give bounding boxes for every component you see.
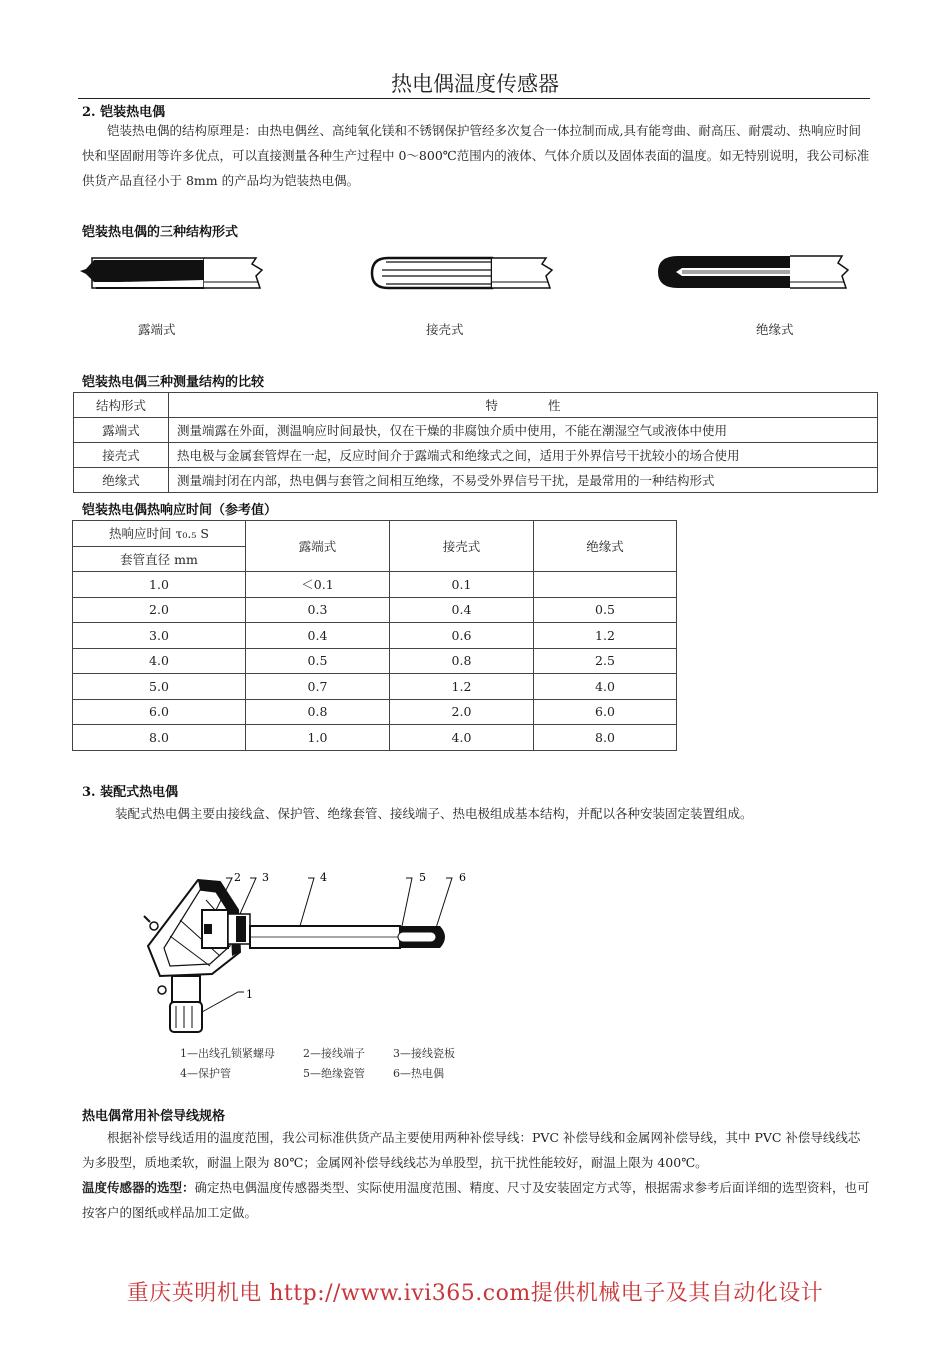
table-cell: 4.0 [534, 674, 677, 700]
table-cell: 0.1 [390, 572, 534, 598]
table-cell: 2.0 [390, 699, 534, 725]
table-cell: 2.5 [534, 648, 677, 674]
label-grounded: 接壳式 [426, 322, 464, 337]
section3-heading: 3. 装配式热电偶 [82, 785, 179, 800]
section2-heading: 2. 铠装热电偶 [82, 105, 166, 120]
compare-table [73, 392, 878, 493]
table-cell: 测量端露在外面，测温响应时间最快，仅在干燥的非腐蚀介质中使用，不能在潮湿空气或液体中使用 [169, 418, 878, 443]
table-cell: 4.0 [390, 725, 534, 751]
response-table [72, 520, 677, 751]
table-cell: 测量端封闭在内部，热电偶与套管之间相互绝缘，不易受外界信号干扰，是最常用的一种结构形式 [169, 468, 878, 493]
insulated-tip-drawing [656, 252, 852, 296]
table-header-cell: 特 性 [169, 393, 878, 418]
table-row [73, 623, 677, 649]
grounded-tip-drawing [368, 252, 558, 296]
callout-1: 1 [246, 988, 253, 1001]
table-cell: 接壳式 [74, 443, 169, 468]
corner-bottom-cell: 套管直径 mm [73, 546, 246, 572]
section2-paragraph: 铠装热电偶的结构原理是：由热电偶丝、高纯氧化镁和不锈钢保护管经多次复合一体拉制而成,具有能弯曲、耐高压、耐震动、热响应时间快和坚固耐用等许多优点，可以直接测量各种生产过程中 0～800℃范围内的液体、气体介质以及固体表面的温度。如无特别说明，我公司标准供货产品直径小于 8mm 的产品均为铠装热电偶。 [82, 123, 870, 188]
callout-4: 4 [320, 871, 327, 884]
table-row [74, 443, 878, 468]
page-title: 热电偶温度传感器 [391, 72, 559, 96]
table-row [73, 699, 677, 725]
table-cell: 6.0 [534, 699, 677, 725]
table-cell: 2.0 [73, 597, 246, 623]
table-cell: 0.7 [246, 674, 390, 700]
table-row [73, 521, 677, 547]
table-cell: 0.8 [246, 699, 390, 725]
table-cell: 5.0 [73, 674, 246, 700]
response-heading: 铠装热电偶热响应时间（参考值） [82, 503, 278, 518]
table-row [73, 674, 677, 700]
legend-item: 5—绝缘瓷管 [303, 1067, 365, 1080]
table-cell: 绝缘式 [74, 468, 169, 493]
section4-paragraph: 根据补偿导线适用的温度范围，我公司标准供货产品主要使用两种补偿导线：PVC 补偿导线和金属网补偿导线，其中 PVC 补偿导线线芯为多股型，质地柔软，耐温上限为 80℃；金属网补偿导线线芯为单股型，抗干扰性能较好，耐温上限为 400℃。 [82, 1130, 861, 1170]
selection-paragraph: 温度传感器的选型：确定热电偶温度传感器类型、实际使用温度范围、精度、尺寸及安装固定方式等，根据需求参考后面详细的选型资料，也可按客户的图纸或样品加工定做。 [82, 1180, 870, 1220]
table-cell: 0.5 [534, 597, 677, 623]
table-cell: 0.5 [246, 648, 390, 674]
table-header-cell: 绝缘式 [534, 521, 677, 572]
legend-item: 6—热电偶 [393, 1067, 444, 1080]
legend-item: 2—接线端子 [303, 1047, 365, 1060]
table-cell: 热电极与金属套管焊在一起，反应时间介于露端式和绝缘式之间，适用于外界信号干扰较小的场合使用 [169, 443, 878, 468]
section3-paragraph: 装配式热电偶主要由接线盒、保护管、绝缘套管、接线端子、热电极组成基本结构，并配以各种安装固定装置组成。 [115, 806, 753, 821]
legend-item: 4—保护管 [180, 1067, 231, 1080]
structures-heading: 铠装热电偶的三种结构形式 [82, 225, 239, 240]
legend-item: 3—接线瓷板 [393, 1047, 455, 1060]
table-cell: 6.0 [73, 699, 246, 725]
compare-heading: 铠装热电偶三种测量结构的比较 [82, 375, 265, 390]
table-row [73, 572, 677, 598]
table-cell: 8.0 [73, 725, 246, 751]
table-cell: 露端式 [74, 418, 169, 443]
table-cell: 0.6 [390, 623, 534, 649]
table-row [73, 597, 677, 623]
table-header-cell: 露端式 [246, 521, 390, 572]
table-cell: 1.0 [246, 725, 390, 751]
label-insulated: 绝缘式 [756, 322, 794, 337]
callout-5: 5 [419, 871, 426, 884]
table-row [74, 393, 878, 418]
callout-3: 3 [262, 871, 269, 884]
label-exposed: 露端式 [138, 322, 176, 337]
assembly-thermocouple-diagram [140, 866, 480, 1042]
table-cell: ＜0.1 [246, 572, 390, 598]
title-rule [78, 98, 870, 99]
table-row [73, 725, 677, 751]
table-cell: 0.8 [390, 648, 534, 674]
table-cell: 3.0 [73, 623, 246, 649]
table-cell: 0.4 [390, 597, 534, 623]
table-row [74, 468, 878, 493]
exposed-tip-drawing [80, 252, 270, 296]
section4-heading: 热电偶常用补偿导线规格 [82, 1109, 226, 1124]
table-cell: 8.0 [534, 725, 677, 751]
callout-2: 2 [234, 871, 241, 884]
corner-top-cell: 热响应时间 τ₀.₅ S [73, 521, 246, 547]
table-row [74, 418, 878, 443]
table-cell: 1.2 [390, 674, 534, 700]
footer-banner: 重庆英明机电 http://www.ivi365.com提供机械电子及其自动化设计 [126, 1281, 824, 1306]
table-row [73, 648, 677, 674]
table-header-cell: 结构形式 [74, 393, 169, 418]
legend-item: 1—出线孔锁紧螺母 [180, 1047, 275, 1060]
table-cell: 0.4 [246, 623, 390, 649]
selection-lead: 温度传感器的选型： [82, 1180, 195, 1195]
callout-6: 6 [459, 871, 466, 884]
table-cell: 1.2 [534, 623, 677, 649]
table-cell: 1.0 [73, 572, 246, 598]
table-cell: 4.0 [73, 648, 246, 674]
table-cell [534, 572, 677, 598]
table-header-cell: 接壳式 [390, 521, 534, 572]
table-cell: 0.3 [246, 597, 390, 623]
